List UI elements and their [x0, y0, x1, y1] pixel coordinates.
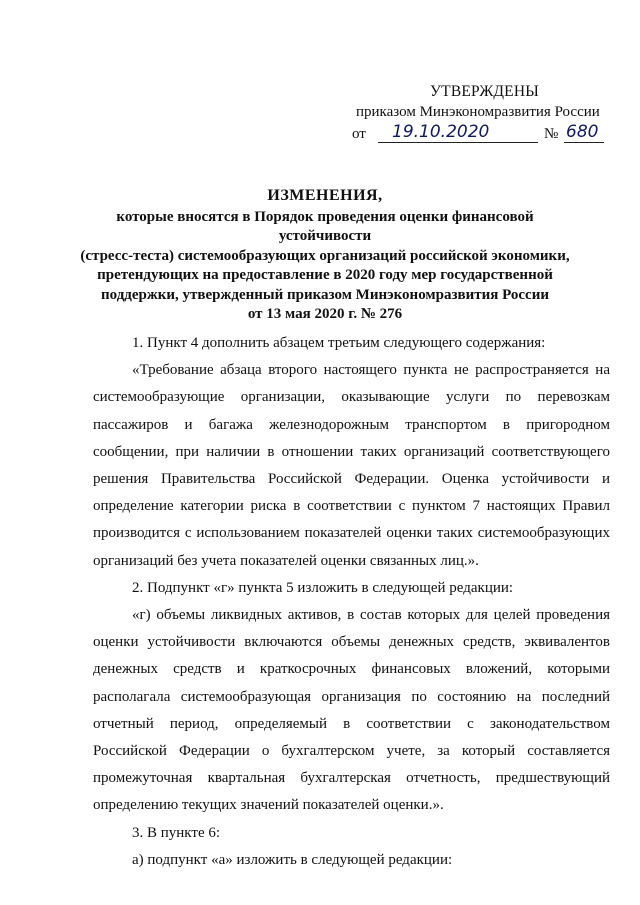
approval-date-line [352, 122, 612, 144]
approval-block [352, 82, 612, 144]
heading-line: от 13 мая 2020 г. № 276 [247, 306, 403, 322]
heading-line: претендующих на предоставление в 2020 году мер государственной [97, 267, 553, 283]
heading-title: ИЗМЕНЕНИЯ, [267, 187, 383, 204]
heading-line: которые вносятся в Порядок проведения оценки финансовой устойчивости [116, 208, 534, 244]
handwritten-number: 680 [566, 122, 599, 142]
document-heading [70, 186, 580, 325]
paragraph-quote-1: «Требование абзаца второго настоящего пункта не распространяется на системообразующие организации, оказывающие услуги по перевозкам пассажиров и багажа железнодорожным транспортом в пригородном сообщении, при наличии в отношении таких организаций соответствующего решения Правительства Российской Федерации. Оценка устойчивости и определение категории риска в соответствии с пунктом 7 настоящих Правил производится с использованием показателей оценки таких системообразующих организаций без учета показателей оценки связанных лиц.». [93, 362, 610, 569]
handwritten-date: 19.10.2020 [392, 122, 490, 142]
paragraph-quote-2: «г) объемы ликвидных активов, в состав которых для целей проведения оценки устойчивости включаются объемы денежных средств, эквивалентов денежных средств и краткосрочных финансовых вложений, которыми располагала системообразующая организация по состоянию на последний отчетный период, определяемый в соответствии с законодательством Российской Федерации о бухгалтерском учете, за который составляется промежуточная квартальная бухгалтерская отчетность, предшествующий определению текущих значений показателей оценки.». [93, 607, 610, 814]
paragraph-subitem-a: а) подпункт «а» изложить в следующей редакции: [132, 851, 453, 868]
heading-line: (стресс-теста) системообразующих организаций российской экономики, [80, 247, 570, 264]
approval-title: УТВЕРЖДЕНЫ [430, 83, 539, 100]
document-body [93, 330, 610, 874]
heading-line: поддержки, утвержденный приказом Минэкономразвития России [100, 286, 549, 303]
date-underline [378, 142, 538, 143]
paragraph-item-1: 1. Пункт 4 дополнить абзацем третьим следующего содержания: [132, 335, 546, 351]
paragraph-item-2: 2. Подпункт «г» пункта 5 изложить в следующей редакции: [132, 579, 514, 596]
paragraph-item-3: 3. В пункте 6: [132, 824, 221, 841]
number-label: № [544, 126, 559, 142]
number-underline [564, 142, 604, 143]
approval-org: приказом Минэкономразвития России [356, 104, 600, 120]
date-label: от [352, 126, 366, 142]
